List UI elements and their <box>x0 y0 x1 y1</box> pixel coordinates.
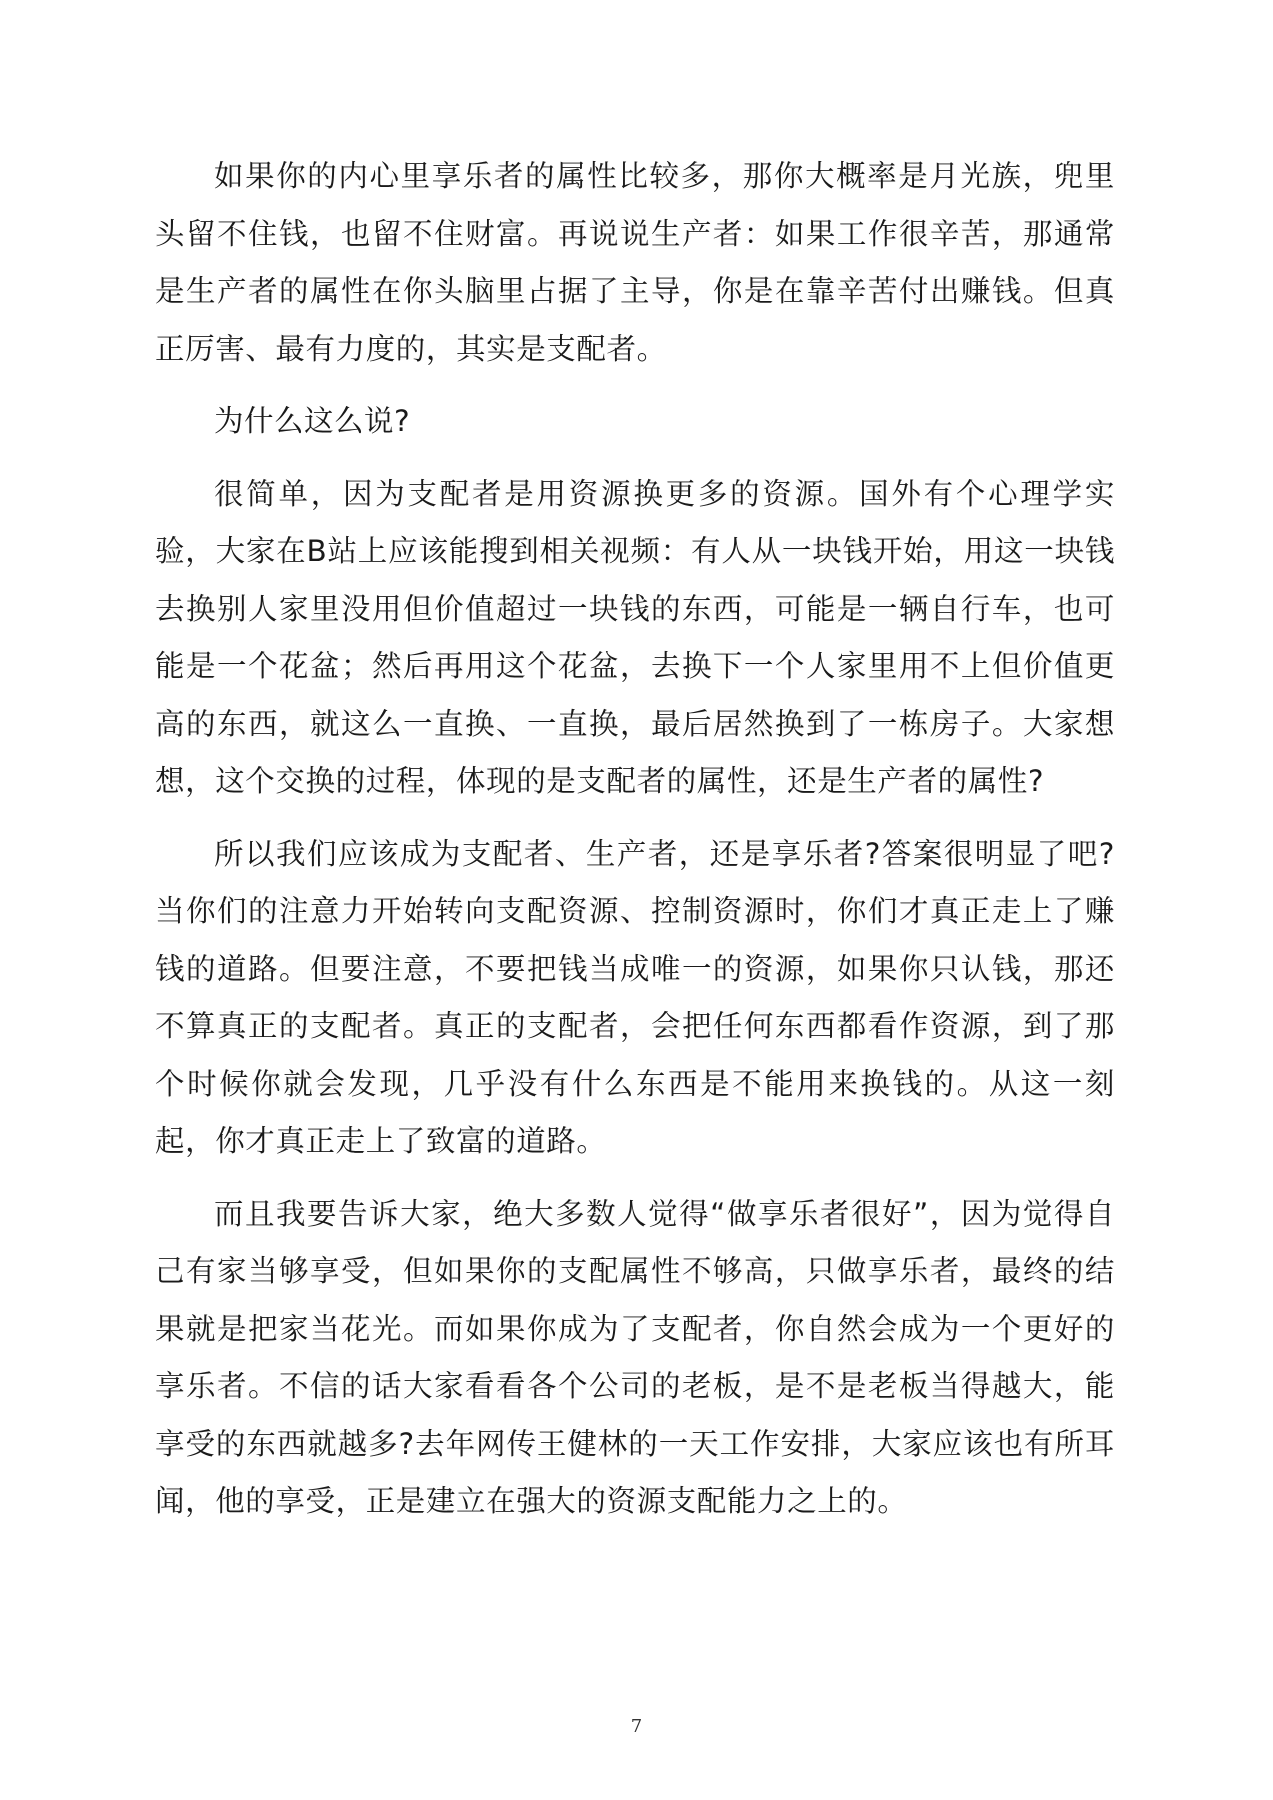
paragraph-1: 如果你的内心里享乐者的属性比较多，那你大概率是月光族，兜里头留不住钱，也留不住财富。再说说生产者：如果工作很辛苦，那通常是生产者的属性在你头脑里占据了主导，你是在靠辛苦付出赚钱。但真正厉害、最有力度的，其实是支配者。 <box>155 159 1115 366</box>
paragraph-3: 很简单，因为支配者是用资源换更多的资源。国外有个心理学实验，大家在B站上应该能搜到相关视频：有人从一块钱开始，用这一块钱去换别人家里没用但价值超过一块钱的东西，可能是一辆自行车，也可能是一个花盆；然后再用这个花盆，去换下一个人家里用不上但价值更高的东西，就这么一直换、一直换，最后居然换到了一栋房子。大家想想，这个交换的过程，体现的是支配者的属性，还是生产者的属性? <box>155 476 1115 798</box>
paragraph-5: 而且我要告诉大家，绝大多数人觉得“做享乐者很好”，因为觉得自己有家当够享受，但如果你的支配属性不够高，只做享乐者，最终的结果就是把家当花光。而如果你成为了支配者，你自然会成为一个更好的享乐者。不信的话大家看看各个公司的老板，是不是老板当得越大，能享受的东西就越多?去年网传王健林的一天工作安排，大家应该也有所耳闻，他的享受，正是建立在强大的资源支配能力之上的。 <box>155 1196 1115 1518</box>
paragraph-4: 所以我们应该成为支配者、生产者，还是享乐者?答案很明显了吧?当你们的注意力开始转向支配资源、控制资源时，你们才真正走上了赚钱的道路。但要注意，不要把钱当成唯一的资源，如果你只认钱，那还不算真正的支配者。真正的支配者，会把任何东西都看作资源，到了那个时候你就会发现，几乎没有什么东西是不能用来换钱的。从这一刻起，你才真正走上了致富的道路。 <box>155 836 1115 1158</box>
paragraph-2: 为什么这么说? <box>214 404 411 438</box>
body-text <box>155 148 1115 1531</box>
page-number: 7 <box>630 1716 643 1737</box>
